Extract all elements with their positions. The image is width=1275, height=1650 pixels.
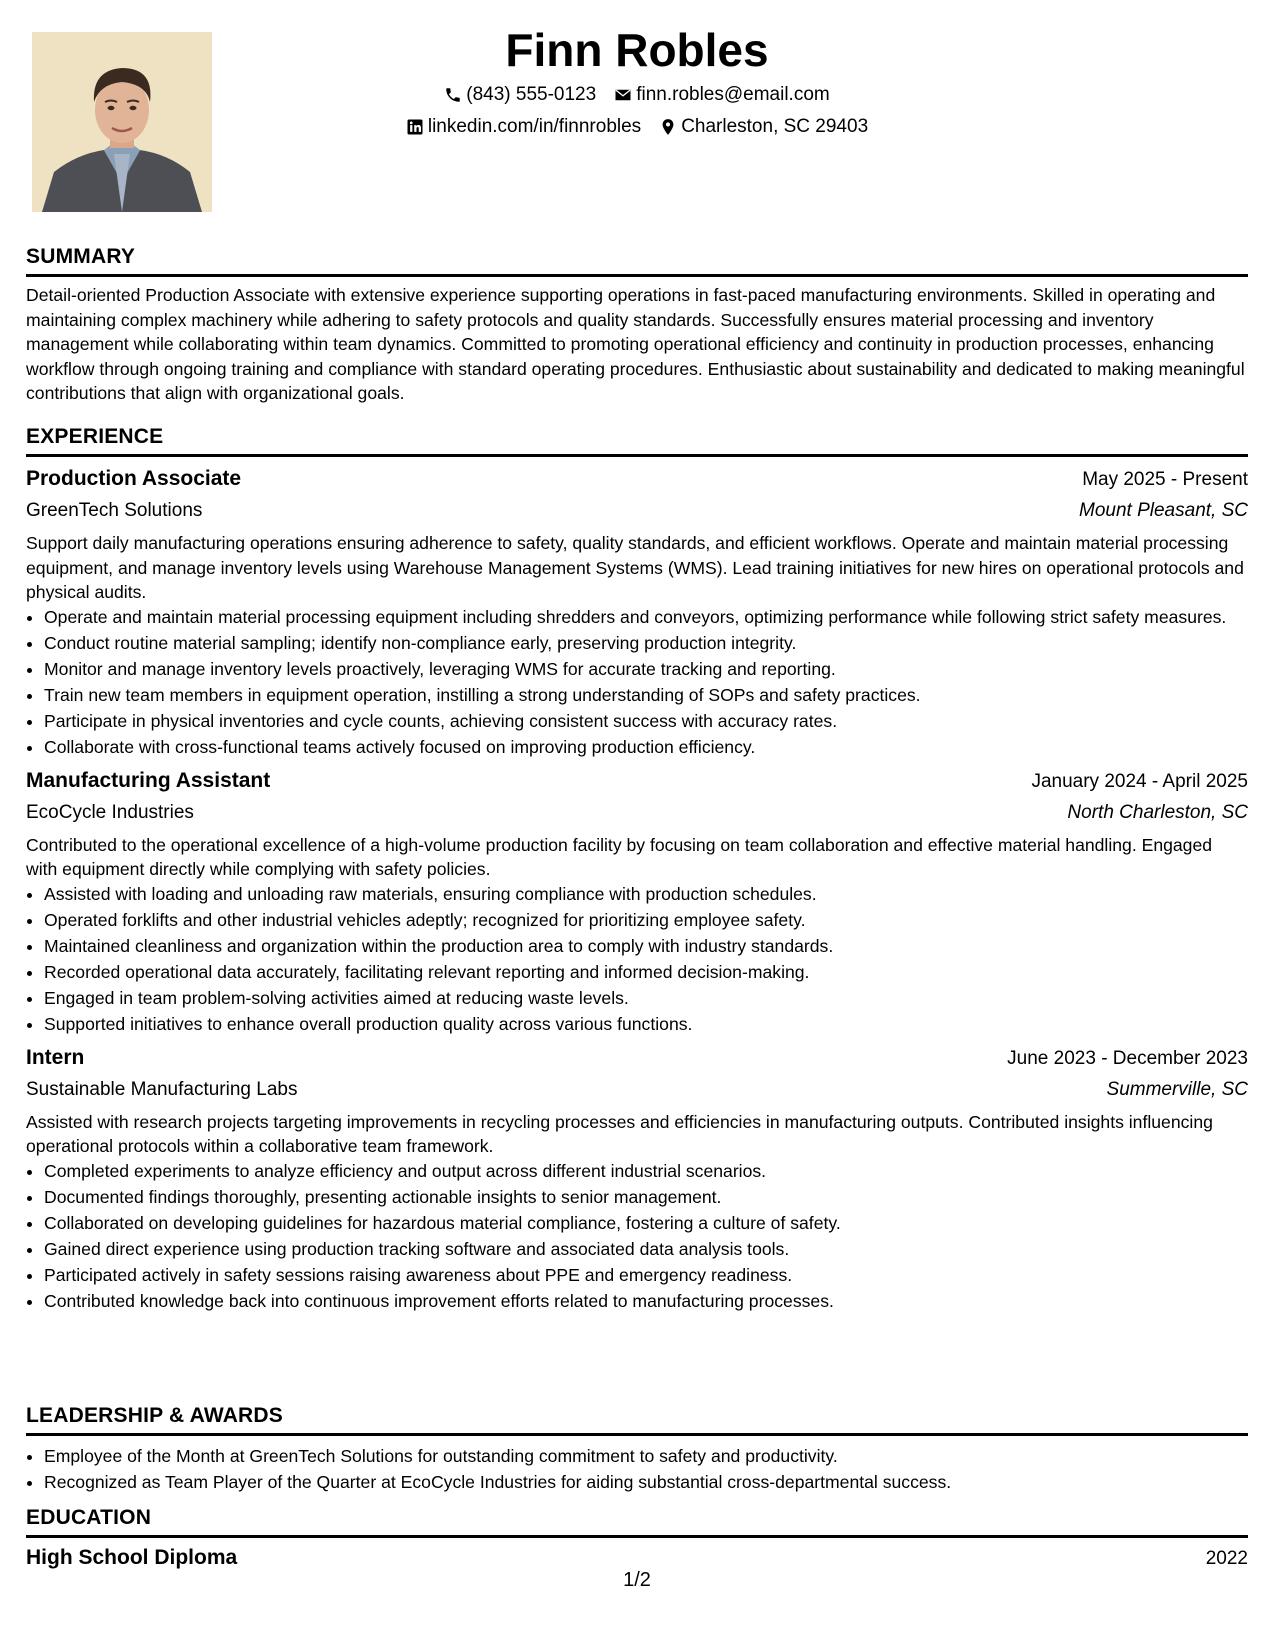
job-dates: January 2024 - April 2025 [1031, 770, 1248, 792]
list-item: • Operate and maintain material processing equipment including shredders and conveyors, optimizing performance while following strict safety measures. [44, 605, 1248, 629]
job-location: Mount Pleasant, SC [1079, 500, 1248, 521]
location-text: Charleston, SC 29403 [681, 116, 869, 137]
linkedin-text: linkedin.com/in/finnrobles [427, 116, 642, 137]
candidate-name: Finn Robles [505, 24, 769, 76]
job-company: GreenTech Solutions [26, 500, 203, 521]
list-item: • Train new team members in equipment operation, instilling a strong understanding of SOPs and safety practices. [44, 683, 1248, 707]
list-item: • Employee of the Month at GreenTech Solutions for outstanding commitment to safety and productivity. [44, 1444, 1248, 1468]
section-divider [26, 454, 1248, 457]
contact-row-primary [26, 84, 1248, 106]
job-description: Contributed to the operational excellence of a high-volume production facility by focusing on team collaboration and effective material handling. Engaged with equipment directly while complying with safety policies. [26, 834, 1213, 879]
job-entry [26, 465, 1248, 759]
list-item: • Collaborated on developing guidelines for hazardous material compliance, fostering a culture of safety. [44, 1211, 1248, 1235]
envelope-icon [614, 86, 632, 104]
list-item: • Engaged in team problem-solving activities aimed at reducing waste levels. [44, 986, 1248, 1010]
list-item: • Gained direct experience using production tracking software and associated data analysis tools. [44, 1237, 1248, 1261]
contact-email[interactable] [614, 84, 830, 106]
job-company: Sustainable Manufacturing Labs [26, 1078, 298, 1100]
email-text: finn.robles@email.com [636, 84, 830, 105]
list-item: • Conduct routine material sampling; identify non-compliance early, preserving production integrity. [44, 631, 1248, 655]
list-item: • Assisted with loading and unloading raw materials, ensuring compliance with production schedules. [44, 882, 1248, 906]
phone-icon [444, 86, 462, 104]
section-divider [26, 1433, 1248, 1436]
job-title: Intern [26, 1045, 85, 1069]
list-item: • Recognized as Team Player of the Quarter at EcoCycle Industries for aiding substantial cross-departmental success. [44, 1470, 1248, 1494]
education-section [26, 1505, 1248, 1573]
section-title: LEADERSHIP & AWARDS [26, 1404, 283, 1427]
list-item: • Participate in physical inventories and cycle counts, achieving consistent success with accuracy rates. [44, 709, 1248, 733]
list-item: • Recorded operational data accurately, facilitating relevant reporting and informed decision-making. [44, 960, 1248, 984]
list-item: • Collaborate with cross-functional teams actively focused on improving production efficiency. [44, 735, 1248, 759]
job-location: Summerville, SC [1106, 1078, 1248, 1100]
section-title: EXPERIENCE [26, 425, 164, 448]
job-location: North Charleston, SC [1067, 801, 1248, 823]
page-number: 1/2 [623, 1569, 651, 1591]
phone-text: (843) 555-0123 [466, 84, 597, 105]
list-item: • Participated actively in safety sessions raising awareness about PPE and emergency readiness. [44, 1263, 1248, 1287]
job-entry [26, 767, 1248, 1036]
leadership-section [26, 1403, 1248, 1496]
list-item: • Documented findings thoroughly, presenting actionable insights to senior management. [44, 1185, 1248, 1209]
job-company: EcoCycle Industries [26, 801, 194, 823]
job-description: Support daily manufacturing operations ensuring adherence to safety, quality standards, and efficient workflows. Operate and maintain material processing equipment, and manage inventory levels using Warehouse Management Systems (WMS). Lead training initiatives for new hires on operational protocols and physical audits. [26, 533, 1244, 602]
job-title: Production Associate [26, 467, 242, 490]
job-description: Assisted with research projects targeting improvements in recycling processes and efficiencies in manufacturing outputs. Contributed insights influencing operational protocols within a collaborative team framework. [26, 1111, 1213, 1156]
job-bullets [26, 605, 1248, 759]
list-item: • Monitor and manage inventory levels proactively, leveraging WMS for accurate tracking and reporting. [44, 657, 1248, 681]
degree: High School Diploma [26, 1546, 238, 1569]
job-title: Manufacturing Assistant [26, 768, 271, 792]
contact-row-secondary [26, 116, 1248, 138]
linkedin-icon [406, 118, 424, 136]
summary-section [26, 244, 1248, 406]
section-title: EDUCATION [26, 1506, 152, 1529]
contact-location [659, 116, 868, 138]
job-bullets [26, 1159, 1248, 1313]
resume-header [26, 22, 1248, 138]
job-dates: June 2023 - December 2023 [1007, 1047, 1248, 1069]
section-divider [26, 1535, 1248, 1538]
experience-section [26, 424, 1248, 1315]
job-bullets [26, 882, 1248, 1036]
resume-page [26, 0, 1248, 1650]
list-item: • Operated forklifts and other industrial vehicles adeptly; recognized for prioritizing employee safety. [44, 908, 1248, 932]
section-title: SUMMARY [26, 245, 136, 268]
contact-phone[interactable] [444, 84, 596, 106]
section-divider [26, 274, 1248, 277]
job-dates: May 2025 - Present [1082, 469, 1248, 490]
list-item: • Contributed knowledge back into continuous improvement efforts related to manufacturing processes. [44, 1289, 1248, 1313]
list-item: • Maintained cleanliness and organization within the production area to comply with industry standards. [44, 934, 1248, 958]
contact-linkedin[interactable] [406, 116, 641, 138]
summary-text: Detail-oriented Production Associate with extensive experience supporting operations in fast-paced manufacturing environments. Skilled in operating and maintaining complex machinery while adhering to safety protocols and quality standards. Successfully ensures material processing and inventory management while collaborating within team dynamics. Committed to promoting operational efficiency and continuity in production processes, enhancing workflow through ongoing training and compliance with standard operating procedures. Enthusiastic about sustainability and dedicated to making meaningful contributions that align with organizational goals. [26, 285, 1245, 403]
list-item: • Completed experiments to analyze efficiency and output across different industrial scenarios. [44, 1159, 1248, 1183]
job-entry [26, 1044, 1248, 1313]
awards-list [26, 1444, 1248, 1494]
map-pin-icon [659, 118, 677, 136]
list-item: • Supported initiatives to enhance overall production quality across various functions. [44, 1012, 1248, 1036]
graduation-year: 2022 [1205, 1548, 1248, 1569]
